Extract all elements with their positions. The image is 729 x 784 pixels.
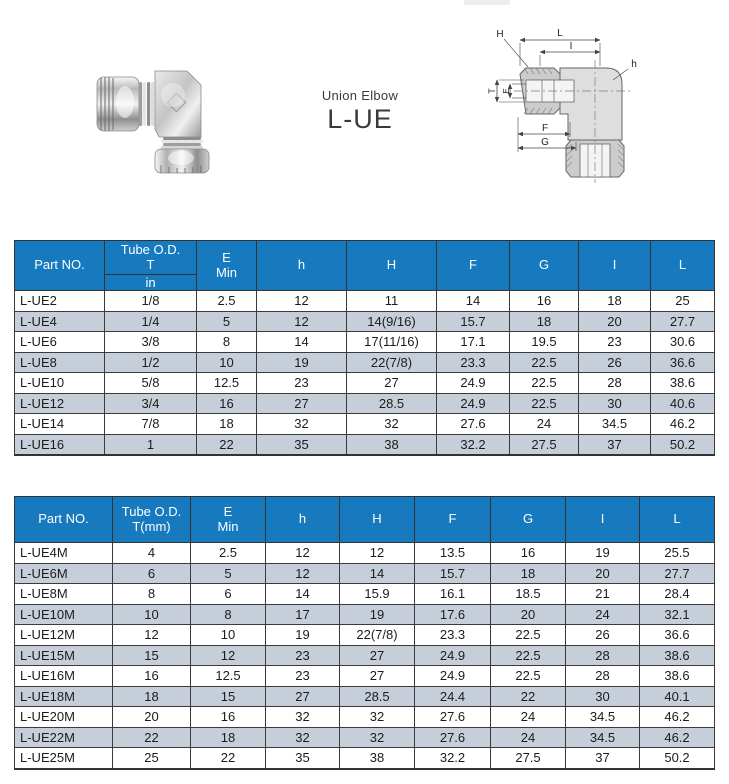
- dim-label-F: F: [541, 123, 549, 134]
- header-row: [15, 241, 715, 291]
- value-cell: 27.7: [640, 563, 715, 584]
- value-cell: 46.2: [640, 707, 715, 728]
- value-cell: 20: [491, 604, 566, 625]
- value-cell: 38.6: [651, 373, 715, 394]
- value-cell: 50.2: [651, 434, 715, 455]
- part-number-cell: L-UE25M: [15, 748, 113, 769]
- value-cell: 32: [340, 727, 415, 748]
- value-cell: 34.5: [566, 707, 640, 728]
- value-cell: 35: [257, 434, 347, 455]
- value-cell: 1/2: [105, 352, 197, 373]
- value-cell: 22: [113, 727, 191, 748]
- value-cell: 10: [191, 625, 266, 646]
- value-cell: 3/8: [105, 332, 197, 353]
- value-cell: 13.5: [415, 543, 491, 564]
- value-cell: 28: [566, 645, 640, 666]
- value-cell: 12: [266, 563, 340, 584]
- part-number-cell: L-UE10: [15, 373, 105, 394]
- value-cell: 24.4: [415, 686, 491, 707]
- value-cell: 5/8: [105, 373, 197, 394]
- value-cell: 27: [340, 645, 415, 666]
- part-number-cell: L-UE10M: [15, 604, 113, 625]
- table-row: [15, 563, 715, 584]
- value-cell: 24: [510, 414, 579, 435]
- value-cell: 14: [437, 291, 510, 312]
- col-header-tube-od: Tube O.D. T in: [105, 241, 197, 291]
- value-cell: 12.5: [191, 666, 266, 687]
- value-cell: 22.5: [510, 373, 579, 394]
- value-cell: 7/8: [105, 414, 197, 435]
- value-cell: 24: [491, 707, 566, 728]
- value-cell: 28.5: [340, 686, 415, 707]
- value-cell: 22.5: [510, 393, 579, 414]
- table-row: [15, 727, 715, 748]
- value-cell: 22.5: [491, 645, 566, 666]
- col-header-part: Part NO.: [15, 241, 105, 291]
- value-cell: 19.5: [510, 332, 579, 353]
- value-cell: 27.6: [415, 727, 491, 748]
- value-cell: 12: [113, 625, 191, 646]
- value-cell: 46.2: [651, 414, 715, 435]
- value-cell: 22.5: [491, 666, 566, 687]
- value-cell: 30: [579, 393, 651, 414]
- dim-label-H: H: [496, 29, 504, 40]
- value-cell: 27: [266, 686, 340, 707]
- col-header-H: H: [340, 497, 415, 543]
- col-header-F: F: [415, 497, 491, 543]
- table-row: [15, 707, 715, 728]
- table-row: [15, 393, 715, 414]
- value-cell: 38.6: [640, 645, 715, 666]
- value-cell: 6: [113, 563, 191, 584]
- value-cell: 6: [191, 584, 266, 605]
- value-cell: 24.9: [415, 666, 491, 687]
- value-cell: 23: [257, 373, 347, 394]
- value-cell: 23: [579, 332, 651, 353]
- value-cell: 8: [191, 604, 266, 625]
- value-cell: 17: [266, 604, 340, 625]
- value-cell: 27.5: [510, 434, 579, 455]
- col-header-G: G: [491, 497, 566, 543]
- value-cell: 38: [340, 748, 415, 769]
- value-cell: 8: [113, 584, 191, 605]
- value-cell: 17(11/16): [347, 332, 437, 353]
- value-cell: 38.6: [640, 666, 715, 687]
- value-cell: 22: [191, 748, 266, 769]
- col-header-F: F: [437, 241, 510, 291]
- value-cell: 15.7: [437, 311, 510, 332]
- value-cell: 34.5: [579, 414, 651, 435]
- table-row: [15, 625, 715, 646]
- value-cell: 30: [566, 686, 640, 707]
- part-number-cell: L-UE12M: [15, 625, 113, 646]
- value-cell: 38: [347, 434, 437, 455]
- union-elbow-drawing: [470, 22, 665, 187]
- part-number-cell: L-UE20M: [15, 707, 113, 728]
- col-header-L: L: [651, 241, 715, 291]
- value-cell: 2.5: [191, 543, 266, 564]
- col-header-G: G: [510, 241, 579, 291]
- value-cell: 32: [347, 414, 437, 435]
- table-row: [15, 352, 715, 373]
- value-cell: 28: [566, 666, 640, 687]
- value-cell: 12: [257, 291, 347, 312]
- dim-label-G: G: [541, 137, 549, 148]
- value-cell: 23.3: [415, 625, 491, 646]
- value-cell: 17.6: [415, 604, 491, 625]
- product-code: L-UE: [327, 104, 393, 134]
- part-number-cell: L-UE16: [15, 434, 105, 455]
- spec-table-metric: [14, 496, 715, 770]
- value-cell: 4: [113, 543, 191, 564]
- value-cell: 18: [510, 311, 579, 332]
- table-row: [15, 686, 715, 707]
- value-cell: 28.5: [347, 393, 437, 414]
- value-cell: 26: [566, 625, 640, 646]
- value-cell: 27.6: [415, 707, 491, 728]
- value-cell: 27.7: [651, 311, 715, 332]
- value-cell: 16: [491, 543, 566, 564]
- value-cell: 21: [566, 584, 640, 605]
- value-cell: 19: [340, 604, 415, 625]
- value-cell: 15: [113, 645, 191, 666]
- value-cell: 16.1: [415, 584, 491, 605]
- part-number-cell: L-UE6M: [15, 563, 113, 584]
- value-cell: 18.5: [491, 584, 566, 605]
- value-cell: 18: [491, 563, 566, 584]
- value-cell: 28: [579, 373, 651, 394]
- value-cell: 25: [651, 291, 715, 312]
- value-cell: 3/4: [105, 393, 197, 414]
- value-cell: 16: [113, 666, 191, 687]
- value-cell: 14: [257, 332, 347, 353]
- value-cell: 24.9: [437, 393, 510, 414]
- value-cell: 40.6: [651, 393, 715, 414]
- value-cell: 27: [340, 666, 415, 687]
- value-cell: 28.4: [640, 584, 715, 605]
- value-cell: 24.9: [415, 645, 491, 666]
- value-cell: 22.5: [491, 625, 566, 646]
- value-cell: 26: [579, 352, 651, 373]
- dim-label-T: T: [487, 88, 497, 94]
- value-cell: 18: [113, 686, 191, 707]
- value-cell: 19: [266, 625, 340, 646]
- value-cell: 20: [579, 311, 651, 332]
- value-cell: 14: [266, 584, 340, 605]
- value-cell: 30.6: [651, 332, 715, 353]
- value-cell: 12: [257, 311, 347, 332]
- header-row: [15, 497, 715, 543]
- value-cell: 16: [197, 393, 257, 414]
- union-elbow-photo-graphic: [95, 55, 221, 175]
- value-cell: 22: [197, 434, 257, 455]
- table-row: [15, 311, 715, 332]
- value-cell: 20: [566, 563, 640, 584]
- value-cell: 22(7/8): [347, 352, 437, 373]
- col-header-e-min: E Min: [191, 497, 266, 543]
- value-cell: 25.5: [640, 543, 715, 564]
- value-cell: 10: [113, 604, 191, 625]
- value-cell: 18: [579, 291, 651, 312]
- part-number-cell: L-UE2: [15, 291, 105, 312]
- table-row: [15, 604, 715, 625]
- value-cell: 36.6: [640, 625, 715, 646]
- value-cell: 23.3: [437, 352, 510, 373]
- dim-label-L: L: [557, 28, 563, 39]
- product-name: Union Elbow: [321, 88, 399, 103]
- part-number-cell: L-UE4M: [15, 543, 113, 564]
- value-cell: 23: [266, 645, 340, 666]
- value-cell: 1/8: [105, 291, 197, 312]
- value-cell: 22(7/8): [340, 625, 415, 646]
- value-cell: 15.9: [340, 584, 415, 605]
- value-cell: 22.5: [510, 352, 579, 373]
- value-cell: 27.5: [491, 748, 566, 769]
- value-cell: 16: [510, 291, 579, 312]
- dim-label-E: E: [502, 88, 511, 94]
- table-row: [15, 645, 715, 666]
- value-cell: 10: [197, 352, 257, 373]
- value-cell: 24: [491, 727, 566, 748]
- col-header-I: I: [579, 241, 651, 291]
- value-cell: 35: [266, 748, 340, 769]
- value-cell: 36.6: [651, 352, 715, 373]
- value-cell: 32: [266, 727, 340, 748]
- value-cell: 15: [191, 686, 266, 707]
- col-header-H: H: [347, 241, 437, 291]
- value-cell: 12: [266, 543, 340, 564]
- col-header-I: I: [566, 497, 640, 543]
- value-cell: 32: [340, 707, 415, 728]
- table-row: [15, 291, 715, 312]
- product-photo: [95, 55, 221, 175]
- value-cell: 18: [197, 414, 257, 435]
- col-header-part: Part NO.: [15, 497, 113, 543]
- value-cell: 16: [191, 707, 266, 728]
- value-cell: 19: [566, 543, 640, 564]
- value-cell: 24: [566, 604, 640, 625]
- part-number-cell: L-UE15M: [15, 645, 113, 666]
- value-cell: 23: [266, 666, 340, 687]
- value-cell: 12.5: [197, 373, 257, 394]
- value-cell: 27: [347, 373, 437, 394]
- table-row: [15, 414, 715, 435]
- part-number-cell: L-UE4: [15, 311, 105, 332]
- value-cell: 18: [191, 727, 266, 748]
- value-cell: 46.2: [640, 727, 715, 748]
- col-header-L: L: [640, 497, 715, 543]
- value-cell: 32: [257, 414, 347, 435]
- value-cell: 27: [257, 393, 347, 414]
- part-number-cell: L-UE12: [15, 393, 105, 414]
- table-row: [15, 373, 715, 394]
- col-header-h: h: [266, 497, 340, 543]
- value-cell: 24.9: [437, 373, 510, 394]
- value-cell: 1/4: [105, 311, 197, 332]
- table-row: [15, 543, 715, 564]
- table-row: [15, 434, 715, 455]
- part-number-cell: L-UE18M: [15, 686, 113, 707]
- value-cell: 5: [191, 563, 266, 584]
- product-title-block: [290, 88, 430, 135]
- tube-unit-label: in: [105, 274, 196, 290]
- part-number-cell: L-UE8: [15, 352, 105, 373]
- value-cell: 32.1: [640, 604, 715, 625]
- value-cell: 32.2: [437, 434, 510, 455]
- value-cell: 32: [266, 707, 340, 728]
- value-cell: 50.2: [640, 748, 715, 769]
- dim-label-h: h: [631, 59, 637, 70]
- col-header-h: h: [257, 241, 347, 291]
- col-header-e-min: E Min: [197, 241, 257, 291]
- value-cell: 32.2: [415, 748, 491, 769]
- value-cell: 37: [579, 434, 651, 455]
- value-cell: 40.1: [640, 686, 715, 707]
- value-cell: 1: [105, 434, 197, 455]
- table-row: [15, 666, 715, 687]
- value-cell: 15.7: [415, 563, 491, 584]
- value-cell: 12: [340, 543, 415, 564]
- part-number-cell: L-UE16M: [15, 666, 113, 687]
- part-number-cell: L-UE8M: [15, 584, 113, 605]
- table-row: [15, 584, 715, 605]
- spec-table-inch: [14, 240, 715, 456]
- table-row: [15, 748, 715, 769]
- page-top-remnant: [464, 0, 510, 5]
- part-number-cell: L-UE14: [15, 414, 105, 435]
- value-cell: 17.1: [437, 332, 510, 353]
- value-cell: 14: [340, 563, 415, 584]
- table-row: [15, 332, 715, 353]
- value-cell: 14(9/16): [347, 311, 437, 332]
- value-cell: 34.5: [566, 727, 640, 748]
- technical-diagram: [470, 22, 665, 187]
- dim-label-I: I: [569, 41, 573, 52]
- value-cell: 25: [113, 748, 191, 769]
- value-cell: 5: [197, 311, 257, 332]
- value-cell: 37: [566, 748, 640, 769]
- value-cell: 8: [197, 332, 257, 353]
- value-cell: 2.5: [197, 291, 257, 312]
- value-cell: 11: [347, 291, 437, 312]
- value-cell: 19: [257, 352, 347, 373]
- value-cell: 12: [191, 645, 266, 666]
- part-number-cell: L-UE22M: [15, 727, 113, 748]
- col-header-tube-od: Tube O.D. T(mm): [113, 497, 191, 543]
- part-number-cell: L-UE6: [15, 332, 105, 353]
- value-cell: 22: [491, 686, 566, 707]
- value-cell: 20: [113, 707, 191, 728]
- value-cell: 27.6: [437, 414, 510, 435]
